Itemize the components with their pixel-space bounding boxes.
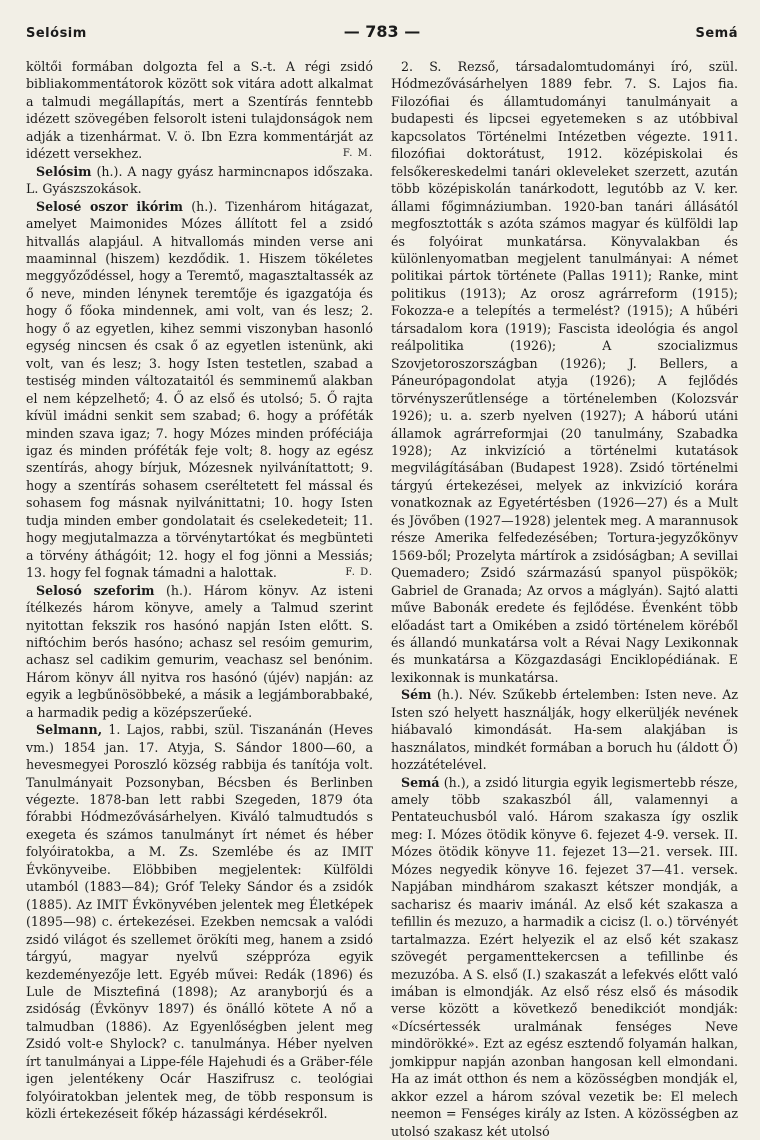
entry-text: 2. S. Rezső, társadalomtudományi író, szül. Hódmezővásárhelyen 1889 febr. 7. S. Lajos fia. Filozófiai és államtudományi tanulmányait a budapesti és lipcsei egyetemeken s az utóbbival kapcsolatos Történelmi Intézetben végezte. 1911. filozófiai doktorátust, 1912. középiskolai és felsőkereskedelmi tanári okleveleket szerzett, azután több középiskolán tanárkodott, legutóbb az V. ker. állami főgimnáziumban. 1920-ban tanári állásától megfosztották s azóta számos magyar és külföldi lap és folyóirat munkatársa. Könyvalakban és különlenyomatban megjelent tanulmányai: A német politikai pártok története (Pallas 1911); Ranke, mint politikus (1913); Az orosz agrárreform (1915); Fokozza-e a telepítés a termelést? (1915); A hűbéri társadalom kora (1919); Fascista ideológia és angol reálpolitika (1926); A szocializmus Szovjetoroszországban (1926); J. Bellers, a Páneurópagondolat atyja (1926); A fejlődés törvényszerűtlensége a történelemben (Kolozsvár 1926); u. a. szerb nyelven (1927); A háború utáni államok agrárreformjai (20 tanulmány, Szabadka 1928); Az inkvizíció a történelmi kutatások megvilágításában (Budapest 1928). Zsidó történelmi tárgyú értekezései, melyek az inkvizíció korára vonatkoznak az Egyetértésben (1926—27) és a Mult és Jövőben (1927—1928) jelentek meg. A marannusok része Amerika felfedezésében; Tortura-jegyzőkönyv 1569-ből; Prozelyta mártírok a zsidóságban; A sevillai Quemadero; Zsidó származású spanyol püspökök; Gabriel de Granada; Az orvos a máglyán). Sajtó alatti műve Babonák eredete és fejlődése. Évenként több előadást tart a Omikében a zsidó történelem köréből és állandó munkatársa volt a Révai Nagy Lexikonnak és munkatársa a Közgazdasági Enciklopédiának. E lexikonnak is munkatársa. (391, 59, 738, 685)
author-signature: F. M. (342, 148, 373, 160)
entry-sema (391, 774, 738, 1140)
entry-text: (h.), a zsidó liturgia egyik legismertebb része, amely több szakaszból áll, valamennyi a Pentateuchusból való. Három szakasza így oszlik meg: I. Mózes ötödik könyve 6. fejezet 4-9. versek. II. Mózes ötödik könyve 11. fejezet 13—21. versek. III. Mózes negyedik könyve 16. fejezet 37—41. versek. Napjában mindhárom szakaszt kétszer mondják, a sacharisz és maariv imánál. Az első két szakasza a tefillin és mezuzo, a harmadik a cicisz (l. o.) törvényét tartalmazza. Ezért helyezik el az első két szakasz szövegét pergamenttekercsen a tefillinbe és mezuzóba. A S. első (I.) szakaszát a lefekvés előtt való imában is elmondják. Az első rész első és második verse között a következő benedikciót mondják: «Dícsértessék uralmának fenséges Neve mindörökké». Ezt az egész esztendő folyamán halkan, jomkippur napján azonban hangosan kell elmondani. Ha az imát otthon és nem a közösségben mondják el, akkor ezzel a három szóval vezetik be: El melech neemon = Fenséges király az Isten. A közösségben az utolsó szakasz két utolsó (391, 774, 738, 1139)
headword: Sém (401, 687, 432, 703)
entry-text: (h.). A nagy gyász harmincnapos időszaka. L. Gyászszokások. (26, 163, 373, 197)
headword: Semá (401, 774, 440, 790)
entry-selose-oszor-ikorim (26, 198, 373, 582)
two-column-body (26, 58, 738, 1140)
entry-text: 1. Lajos, rabbi, szül. Tiszanánán (Heves vm.) 1854 jan. 17. Atyja, S. Sándor 1800—60, a hevesmegyei Poroszló község rabbija és tanítója volt. Tanulmányait Pozsonyban, Bécsben és Berlinben végezte. 1878-ban lett rabbi Szegeden, 1879 óta fórabbi Hódmezővásárhelyen. Kiváló talmudtudós s exegeta és számos tanulmányt írt német és héber folyóiratokba, a M. Zs. Szemlébe és az IMIT Évkönyveibe. Elöbbiben megjelentek: Külföldi utamból (1883—84); Gróf Teleky Sándor és a zsidók (1885). Az IMIT Évkönyvében jelentek meg Életképek (1895—98) c. értekezései. Ezekben nemcsak a valódi zsidó világot és szellemet örökíti meg, hanem a zsidó tárgyú, magyar nyelvű szépprózа egyik kezdeményezője lett. Egyéb művei: Redák (1896) és Lule de Misztefiná (1898); Az aranyborjú és a zsidóság (Évkönyv 1897) és önálló kötete A nő a talmudban (1886). Az Egyenlőségben jelent meg Zsidó volt-e Shylock? c. tanulmánya. Héber nyelven írt tanulmányai a Lippe-féle Hajehudi és a Gräber-féle igen jelentékeny Ocár Haszifrusz c. teológiai folyóiratokban jelentek meg, de több responsum is közli értekezéseit főkép házassági kérdésekről. (26, 722, 373, 1122)
entry-selmann-rezso (391, 58, 738, 686)
page-number: — 783 — (343, 22, 421, 41)
headword: Selosé oszor ikórim (36, 198, 183, 214)
entry-text: (h.). Három könyv. Az isteni ítélkezés három könyve, amely a Talmud szerint nyitottan fekszik ros hasónó napján Isten előtt. S. niftóchim berós hasóno; achasz sel resóim gemurim, achasz sel cadikim gemurim, veachasz sel benónim. Három könyv áll nyitva ros hasónó (újév) napján: az egyik a legbűnösöbbeké, a másik a legjámborabbaké, a harmadik pedig a középszerűeké. (26, 582, 373, 720)
right-column (391, 58, 738, 1140)
entry-sem (391, 686, 738, 773)
entry-selmann (26, 721, 373, 1122)
left-column (26, 58, 373, 1140)
header-right-guideword: Semá (695, 26, 738, 41)
headword: Selósim (36, 163, 92, 179)
entry-selosim (26, 163, 373, 198)
author-signature: F. D. (345, 567, 373, 579)
header-left-guideword: Selósim (26, 26, 87, 41)
entry-continuation (26, 58, 373, 163)
headword: Selosó szeforim (36, 582, 155, 598)
headword: Selmann, (36, 722, 103, 738)
entry-text: költői formában dolgozta fel a S.-t. A régi zsidó bibliakommentátorok között sok vitára adott alkalmat a talmudi megállapítás, mert a Szentírás fenntebb idézett szövegében felsorolt isteni tulajdonságok nem adják a tizenhármat. V. ö. Ibn Ezra kommentárját az idézett versekhez. (26, 59, 373, 162)
entry-text: (h.). Tizenhárom hitágazat, amelyet Maimonides Mózes állított fel a zsidó hitvallás alapjául. A hitvallomás minden verse ani maaminnal (hiszem) kezdődik. 1. Hiszem tökéletes meggyőződéssel, hogy a Teremtő, magasztaltassék az ő neve, minden lénynek teremtője és igazgatója és hogy ő főoka mindennek, ami volt, van és lesz; 2. hogy ő az egyetlen, kihez semmi viszonyban hasonló egység nincsen és csak ő az egyetlen istenünk, aki volt, van és lesz; 3. hogy Isten testetlen, szabad a testiség minden változataitól és semminemű alakban el nem képzelhető; 4. Ő az első és utolsó; 5. Ő rajta kívül imádni senkit sem szabad; 6. hogy a próféták minden szava igaz; 7. hogy Mózes minden próféciája igaz és minden próféták feje volt; 8. hogy az egész szentírás, ahogy bírjuk, Mózesnek nyilvánítattott; 9. hogy a szentírás sohasem cseréltetett fel mással és sohasem fog másnak nyilvánittatni; 10. hogy Isten tudja minden ember gondolatait és cselekedeteit; 11. hogy megjutalmazza a törvénytartókat és megbünteti a törvény áthágóit; 12. hogy el fog jönni a Messiás; 13. hogy fel fognak támadni a halottak. (26, 198, 373, 581)
running-header (26, 22, 738, 48)
entry-text: (h.). Név. Szűkebb értelemben: Isten neve. Az Isten szó helyett használják, hogy elkerüljék nevének hiábavaló kimondását. Ha-sem alakjában is használatos, mindkét formában a boruch hu (áldott Ő) hozzátételével. (391, 687, 738, 773)
entry-seloso-szeforim (26, 582, 373, 722)
